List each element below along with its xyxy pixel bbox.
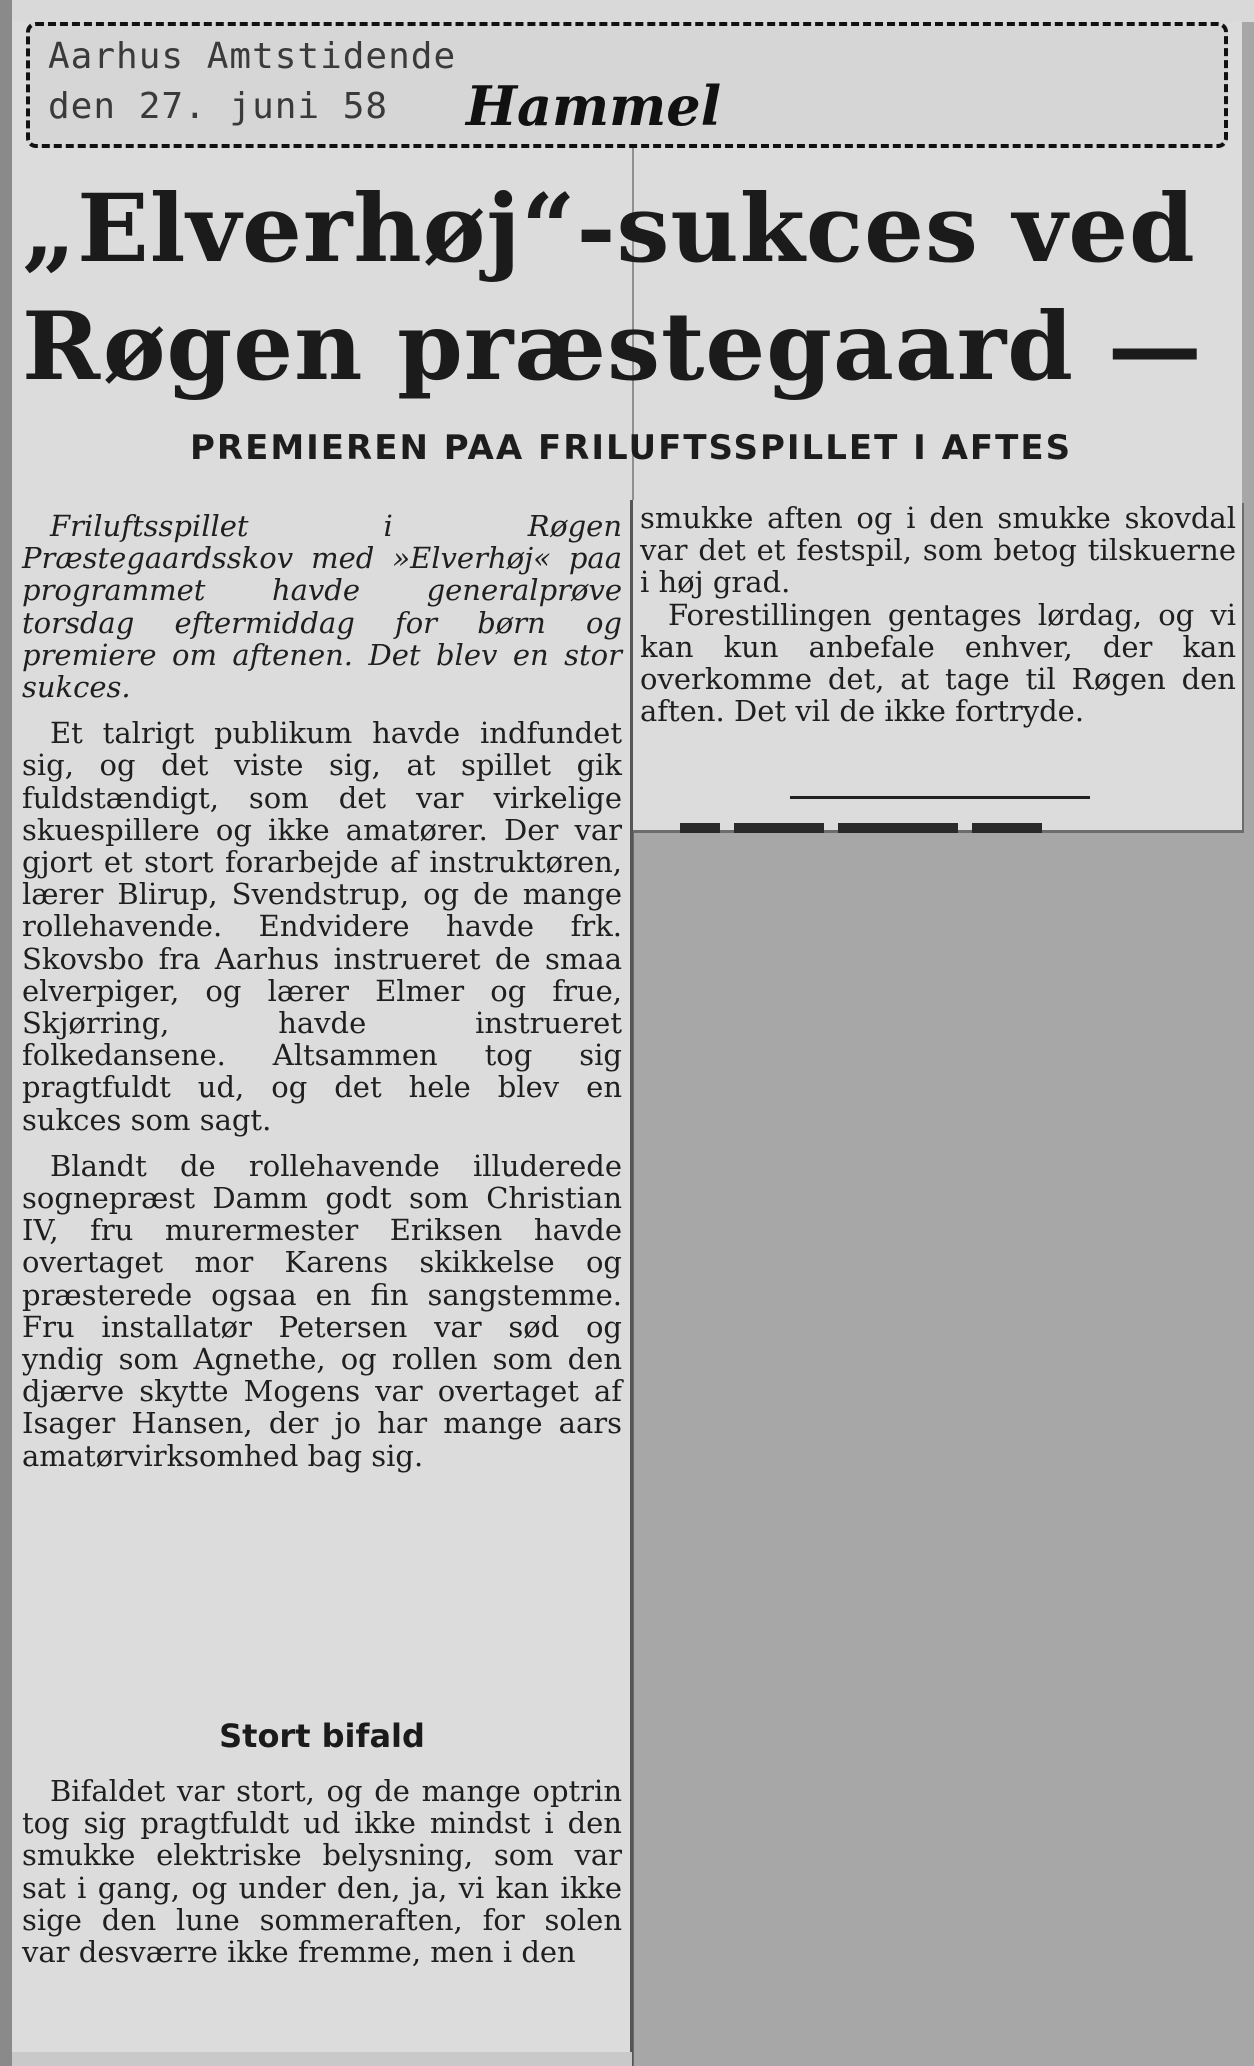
source-stamp [26, 22, 1228, 148]
cut-off-next-headline [680, 815, 1120, 833]
headline-line-2: Røgen præstegaard — [22, 292, 1203, 402]
scan-left-border [0, 0, 12, 2066]
headline-line-1: „Elverhøj“-sukces ved [22, 174, 1196, 284]
body-paragraph: Et talrigt publikum havde indfundet sig, og det viste sig, at spillet gik fuldstændigt, som det var virkelige skuespillere og ikke amatører. Der var gjort et stort forarbejde af instruktøren, lærer Blirup, Svendstrup, og de mange rollehavende. Endvidere havde frk. Skovsbo fra Aarhus instrueret de smaa elverpiger, og lærer Elmer og frue, Skjørring, havde instrueret folkedansene. Altsammen tog sig pragtfuldt ud, og det hele blev en sukces som sagt. [22, 716, 622, 1137]
body-paragraph: Bifaldet var stort, og de mange optrin tog sig pragtfuldt ud ikke mindst i den smukke elektriske belysning, som var sat i gang, og under den, ja, vi kan ikke sige den lune sommeraften, for solen var desværre ikke fremme, men i den [22, 1774, 622, 1970]
stamp-date: den 27. juni 58 [48, 86, 389, 127]
crosshead: Stort bifald [219, 1717, 425, 1755]
body-paragraph: Forestillingen gentages lørdag, og vi kan kun anbefale enhver, der kan overkomme det, at tage til Røgen den aften. Det vil de ikke fortryde. [640, 597, 1236, 729]
article-headline [22, 170, 1237, 406]
lead-paragraph: Friluftsspillet i Røgen Præstegaardsskov med »Elverhøj« paa programmet havde generalprøve torsdag eftermiddag for børn og premiere om aftenen. Det blev en stor sukces. [22, 509, 622, 705]
article-left-column-continued [22, 1775, 622, 1968]
scan-top-border [0, 0, 1254, 22]
stamp-newspaper: Aarhus Amtstidende [48, 36, 457, 77]
article-left-column [22, 510, 622, 1472]
column-divider [630, 500, 633, 2066]
article-subheadline: PREMIEREN PAA FRILUFTSSPILLET I AFTES [190, 428, 1073, 468]
body-paragraph: smukke aften og i den smukke skovdal var det et festspil, som betog tilskuerne i høj grad. [640, 501, 1236, 600]
article-end-rule [790, 796, 1090, 799]
stamp-town: Hammel [466, 74, 722, 138]
clipping-bottom-edge [12, 2052, 632, 2066]
body-paragraph: Blandt de rollehavende illuderede sognepræst Damm godt som Christian IV, fru murermester Eriksen havde overtaget mor Karens skikkelse og præsterede ogsaa en fin sangstemme. Fru installatør Petersen var sød og yndig som Agnethe, og rollen som den djærve skytte Mogens var overtaget af Isager Hansen, der jo har mange aars amatørvirksomhed bag sig. [22, 1148, 622, 1473]
article-right-column [640, 502, 1236, 727]
